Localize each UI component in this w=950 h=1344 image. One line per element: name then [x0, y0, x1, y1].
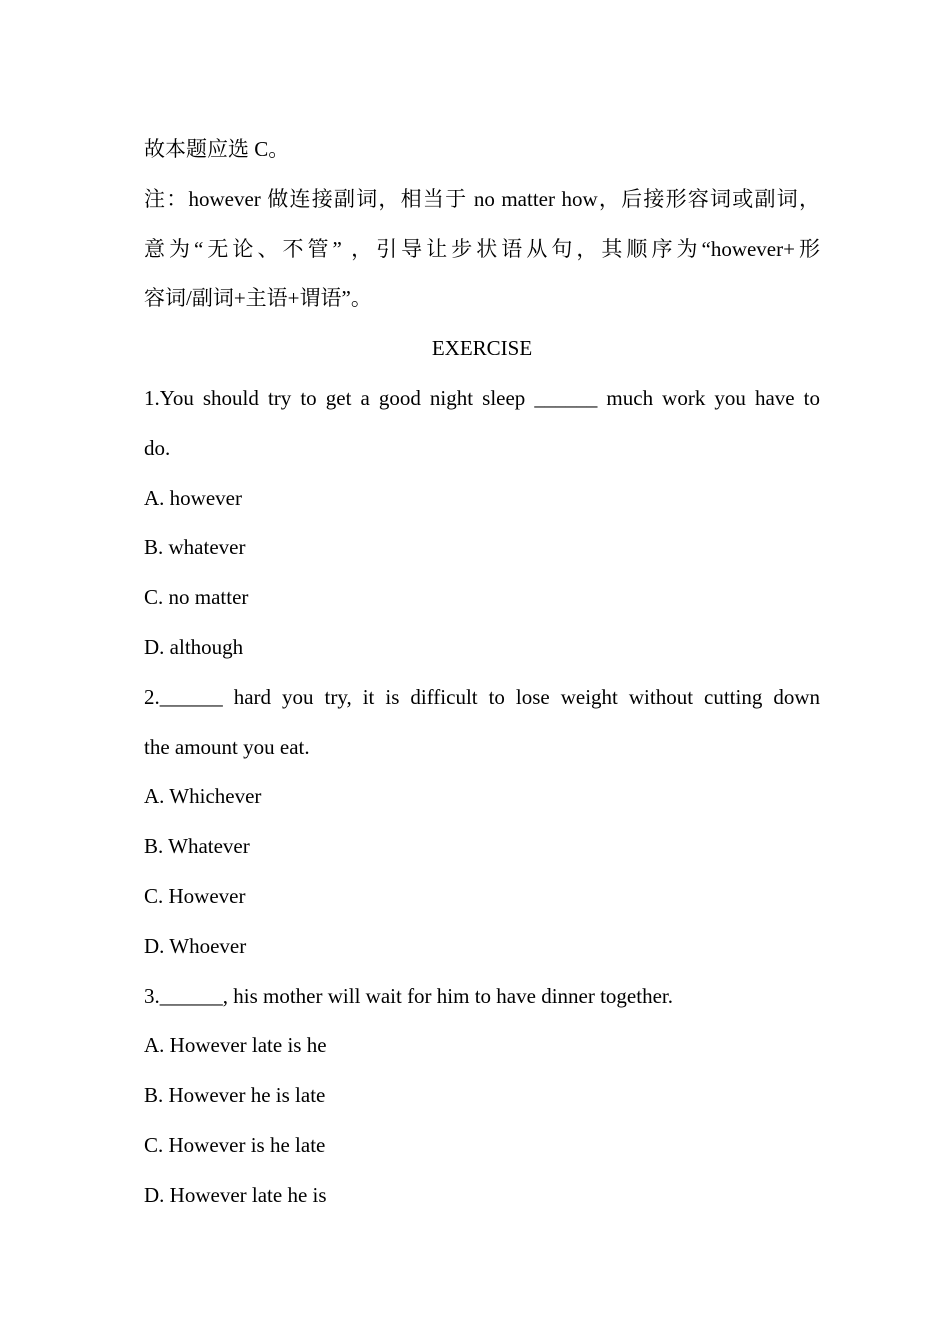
question-2-option-c: C. However — [144, 883, 246, 908]
question-1-option-d: D. although — [144, 634, 244, 659]
question-1-option-b: B. whatever — [144, 535, 246, 560]
answer-conclusion: 故本题应选 C。 — [144, 137, 290, 161]
question-2-option-b: B. Whatever — [144, 834, 250, 859]
question-1-stem-line-2: do. — [144, 435, 171, 460]
question-1-option-c: C. no matter — [144, 585, 249, 610]
exercise-heading: EXERCISE — [431, 336, 533, 361]
question-2-stem-line-1: 2.______ hard you try, it is difficult to lose weight without cutting down — [144, 684, 820, 709]
question-3-option-a: A. However late is he — [144, 1033, 327, 1058]
note-line-2: 意为“无论、不管” ，引导让步状语从句，其顺序为“however+形 — [144, 236, 820, 261]
note-line-1: 注：however 做连接副词，相当于 no matter how，后接形容词或副词， — [144, 186, 820, 211]
question-3-option-c: C. However is he late — [144, 1132, 326, 1157]
note-line-3: 容词/副词+主语+谓语”。 — [144, 286, 372, 311]
question-2-option-d: D. Whoever — [144, 933, 247, 958]
document-page — [144, 125, 820, 1221]
question-3-stem-line-1: 3.______, his mother will wait for him to have dinner together. — [144, 983, 673, 1008]
question-1-stem-line-1: 1.You should try to get a good night sleep ______ much work you have to — [144, 385, 820, 410]
question-2-stem-line-2: the amount you eat. — [144, 734, 310, 759]
question-2-option-a: A. Whichever — [144, 784, 262, 809]
question-1-option-a: A. however — [144, 485, 242, 510]
question-3-option-d: D. However late he is — [144, 1182, 327, 1207]
question-3-option-b: B. However he is late — [144, 1083, 326, 1108]
